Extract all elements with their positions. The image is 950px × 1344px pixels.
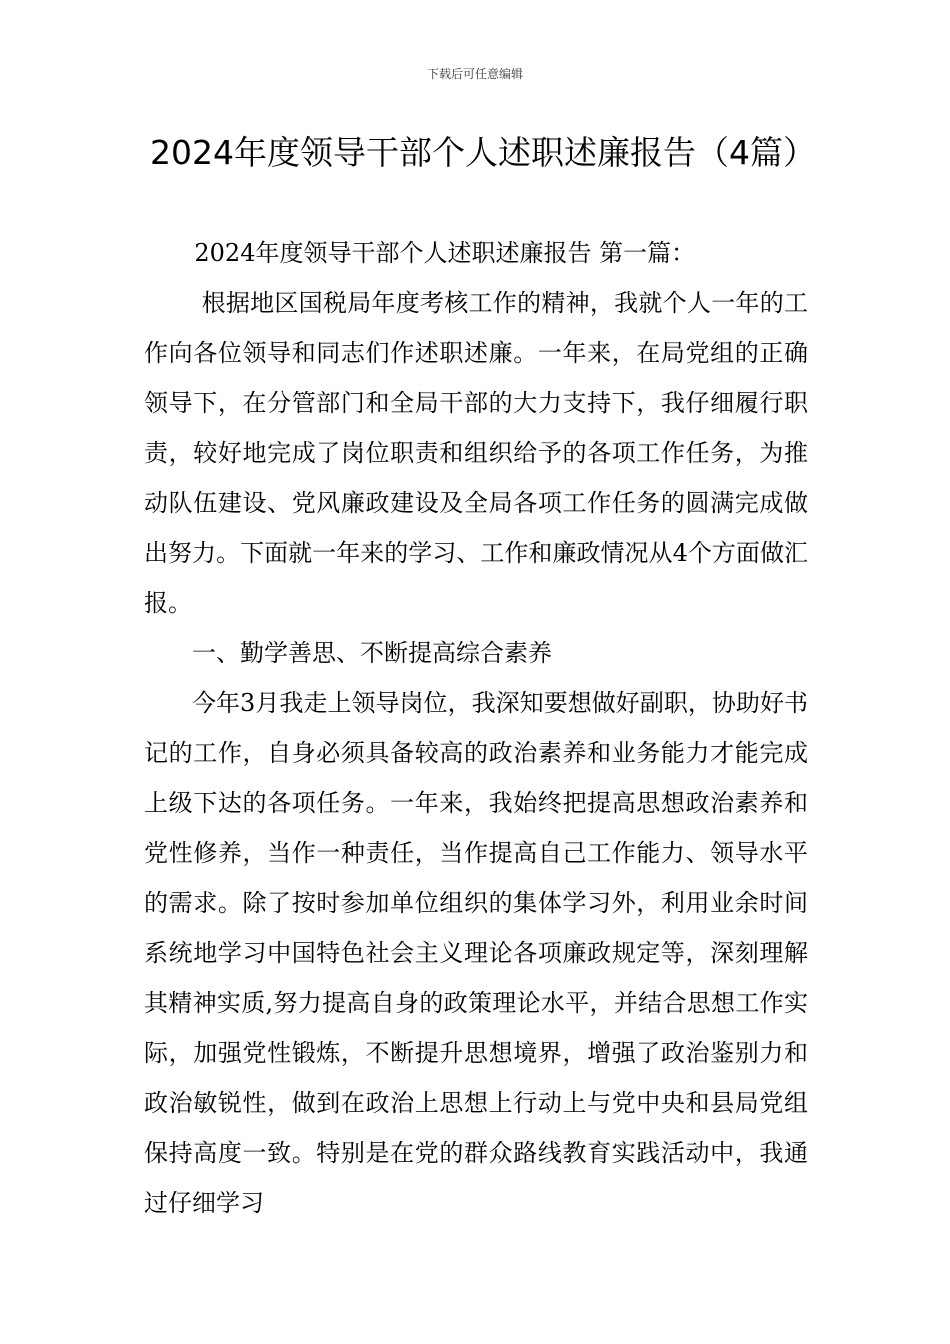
section-subtitle: 2024年度领导干部个人述职述廉报告 第一篇： [194,239,696,267]
paragraph-intro: 根据地区国税局年度考核工作的精神，我就个人一年的工作向各位领导和同志们作述职述廉。一年来，在局党组的正确领导下，在分管部门和全局干部的大力支持下，我仔细履行职责，较好地完成了岗位职责和组织给予的各项工作任务，为推动队伍建设、党风廉政建设及全局各项工作任务的圆满完成做出努力。下面就一年来的学习、工作和廉政情况从4个方面做汇报。 [144,289,808,617]
document-title: 2024年度领导干部个人述职述廉报告（4篇） [150,133,816,172]
section-heading: 一、勤学善思、不断提高综合素养 [192,639,552,667]
document-body [144,228,808,1228]
paragraph-study: 今年3月我走上领导岗位，我深知要想做好副职，协助好书记的工作，自身必须具备较高的政治素养和业务能力才能完成上级下达的各项任务。一年来，我始终把提高思想政治素养和党性修养，当作一种责任，当作提高自己工作能力、领导水平的需求。除了按时参加单位组织的集体学习外，利用业余时间系统地学习中国特色社会主义理论各项廉政规定等，深刻理解其精神实质,努力提高自身的政策理论水平，并结合思想工作实际，加强党性锻炼，不断提升思想境界，增强了政治鉴别力和政治敏锐性，做到在政治上思想上行动上与党中央和县局党组保持高度一致。特别是在党的群众路线教育实践活动中，我通过仔细学习 [144,689,808,1217]
header-note: 下载后可任意编辑 [426,67,523,81]
